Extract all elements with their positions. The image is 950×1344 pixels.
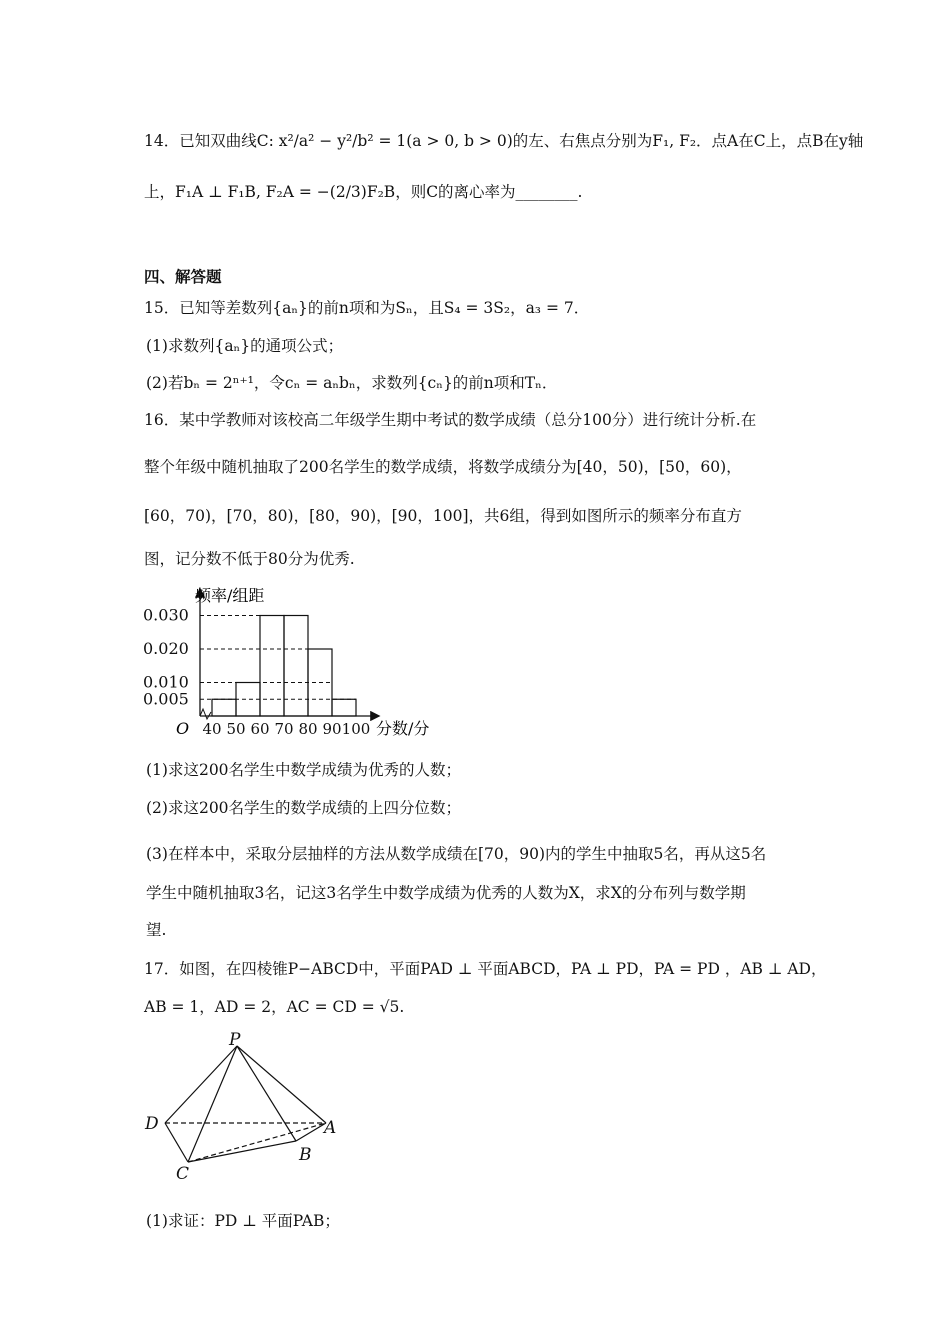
origin-label: O — [176, 719, 190, 738]
q15-part1: (1)求数列{aₙ}的通项公式； — [146, 337, 344, 355]
edge-PD — [165, 1046, 237, 1123]
q17-line2: AB = 1，AD = 2，AC = CD = √5. — [144, 998, 405, 1016]
x-tick-label: 40 — [202, 720, 222, 738]
edge-PC — [188, 1046, 237, 1162]
q16-line2: 整个年级中随机抽取了200名学生的数学成绩，将数学成绩分为[40，50)，[50，60)， — [144, 458, 742, 476]
q16-part3-line1: (3)在样本中，采取分层抽样的方法从数学成绩在[70，90)内的学生中抽取5名，再从这5名 — [146, 845, 767, 863]
q16-part2: (2)求这200名学生的数学成绩的上四分位数； — [146, 799, 462, 817]
q16-line3: [60，70)，[70，80)，[80，90)，[90，100]，共6组，得到如图所示的频率分布直方 — [144, 507, 742, 525]
section-heading: 四、解答题 — [144, 267, 222, 286]
vertex-P-label: P — [229, 1030, 241, 1050]
y-tick-label: 0.030 — [143, 605, 189, 625]
x-tick-label: 100 — [341, 720, 371, 738]
q15-stem: 15．已知等差数列{aₙ}的前n项和为Sₙ，且S₄ = 3S₂，a₃ = 7． — [144, 299, 590, 317]
x-tick-label: 50 — [226, 720, 246, 738]
vertex-C-label: C — [176, 1164, 190, 1184]
histogram-bar — [212, 699, 236, 716]
vertex-B-label: B — [299, 1145, 312, 1165]
x-tick-label: 80 — [298, 720, 318, 738]
x-tick-label: 90 — [322, 720, 342, 738]
edge-BA — [296, 1123, 326, 1141]
q16-line1: 16．某中学教师对该校高二年级学生期中考试的数学成绩（总分100分）进行统计分析.在 — [144, 411, 757, 429]
x-tick-label: 70 — [274, 720, 294, 738]
q14-line2: 上，F₁A ⊥ F₁B, F₂A = −(2/3)F₂B，则C的离心率为________. — [144, 183, 583, 201]
y-tick-label: 0.005 — [143, 689, 189, 709]
histogram-bar — [332, 699, 356, 716]
edge-PA — [237, 1046, 326, 1123]
q17-part1: (1)求证：PD ⊥ 平面PAB； — [146, 1212, 340, 1230]
q14-line1: 14．已知双曲线C: x²/a² − y²/b² = 1(a > 0, b > 0)的左、右焦点分别为F₁, F₂．点A在C上，点B在y轴 — [144, 132, 864, 150]
pyramid-figure — [140, 1030, 350, 1185]
vertex-A-label: A — [324, 1118, 337, 1138]
x-axis-label: 分数/分 — [376, 719, 430, 738]
y-tick-label: 0.020 — [143, 639, 189, 658]
x-tick-label: 60 — [250, 720, 270, 738]
q16-line4: 图，记分数不低于80分为优秀. — [144, 550, 355, 568]
histogram-chart — [140, 582, 450, 742]
edge-CB — [188, 1141, 296, 1162]
vertex-D-label: D — [145, 1114, 159, 1134]
y-axis-label: 频率/组距 — [195, 586, 265, 605]
q16-part1: (1)求这200名学生中数学成绩为优秀的人数； — [146, 761, 462, 779]
q17-line1: 17．如图，在四棱锥P−ABCD中，平面PAD ⊥ 平面ABCD，PA ⊥ PD，PA = PD ，AB ⊥ AD， — [144, 960, 827, 978]
q16-part3-line3: 望. — [146, 921, 167, 939]
q15-part2: (2)若bₙ = 2ⁿ⁺¹，令cₙ = aₙbₙ，求数列{cₙ}的前n项和Tₙ． — [146, 374, 558, 392]
q16-part3-line2: 学生中随机抽取3名，记这3名学生中数学成绩为优秀的人数为X，求X的分布列与数学期 — [146, 884, 746, 902]
edge-DC — [165, 1123, 188, 1162]
edge-PB — [237, 1046, 296, 1141]
axis-break-mark — [200, 709, 211, 719]
y-tick-label: 0.010 — [143, 672, 189, 692]
histogram-bar — [284, 616, 308, 717]
histogram-bar — [260, 616, 284, 717]
